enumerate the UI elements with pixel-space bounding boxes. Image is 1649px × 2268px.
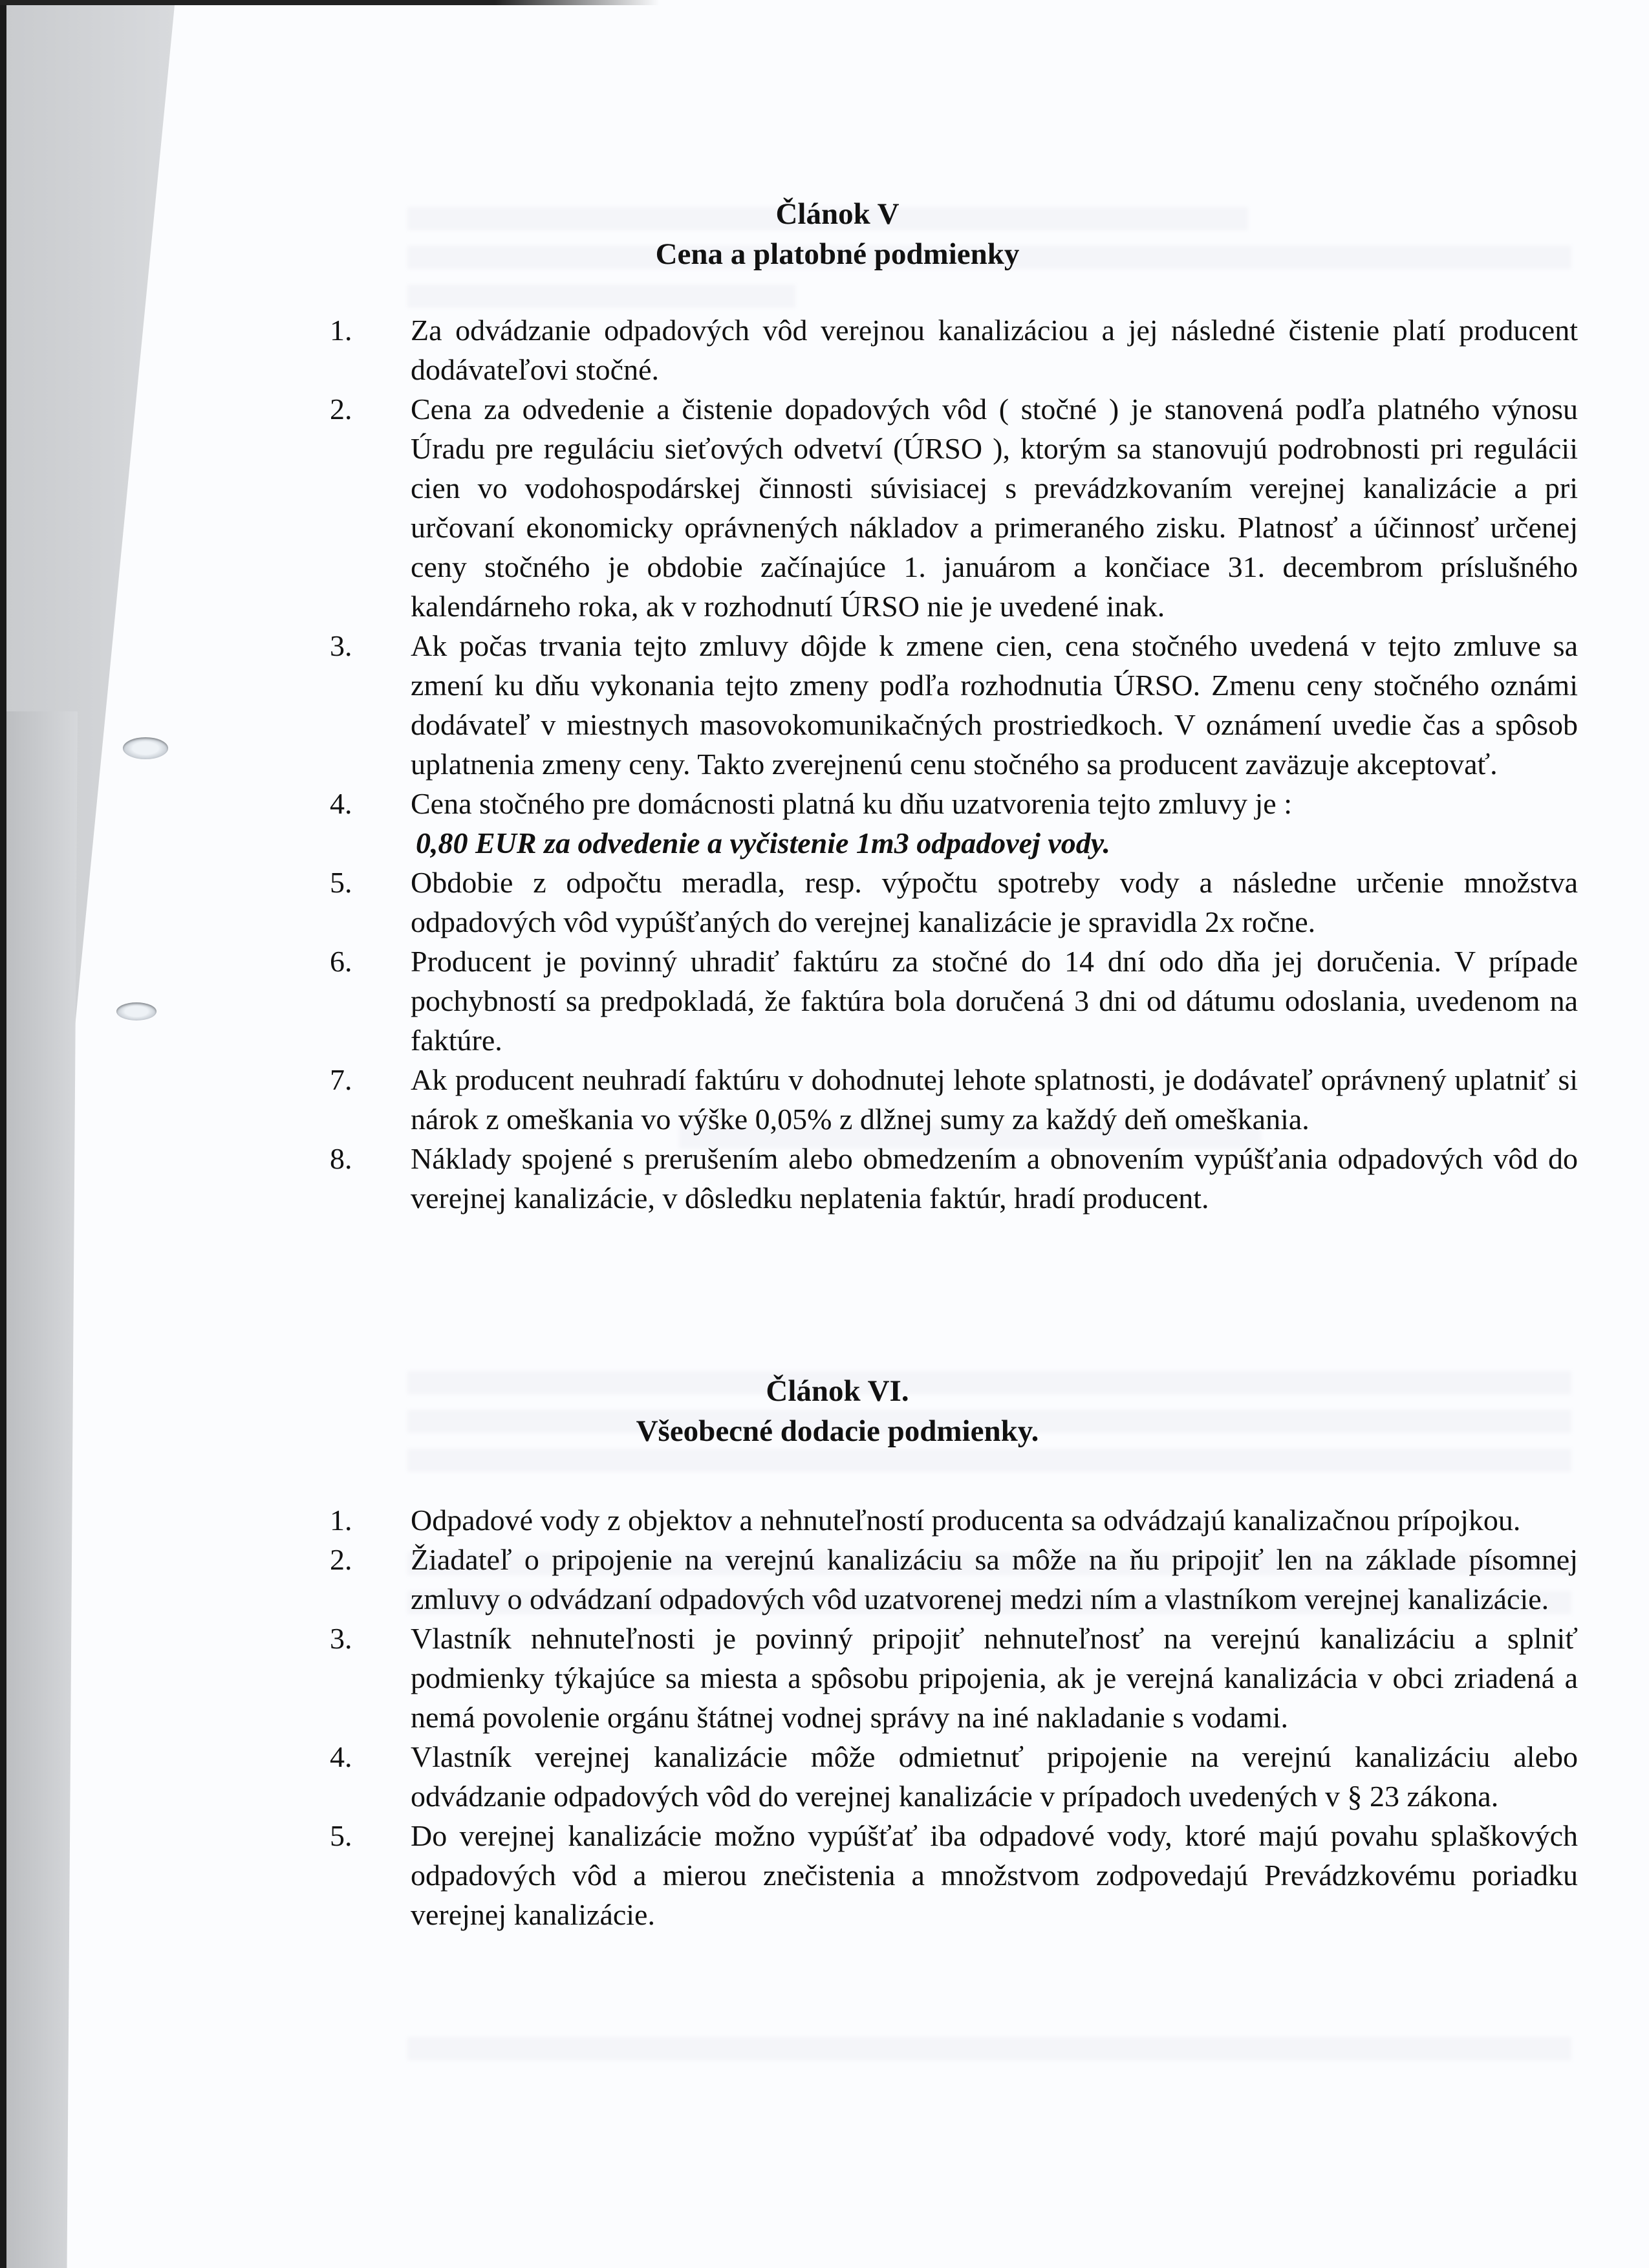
scan-border-left [0, 0, 6, 2268]
item-number: 1. [330, 314, 352, 347]
price-statement: 0,80 EUR za odvedenie a vyčistenie 1m3 odpadovej vody. [416, 826, 1110, 859]
item-text: Obdobie z odpočtu meradla, resp. výpočtu spotreby vody a následne určenie množstva odpadových vôd vypúšťaných do verejnej kanalizácie je spravidla 2x ročne. [411, 866, 1578, 938]
list-item [330, 784, 1578, 863]
item-number: 5. [330, 866, 352, 899]
item-number: 5. [330, 1819, 352, 1852]
item-text: Náklady spojené s prerušením alebo obmedzením a obnovením vypúšťania odpadových vôd do verejnej kanalizácie, v dôsledku neplatenia faktúr, hradí producent. [411, 1142, 1578, 1215]
item-text: Ak počas trvania tejto zmluvy dôjde k zmene cien, cena stočného uvedená v tejto zmluve sa zmení ku dňu vykonania tejto zmeny podľa rozhodnutia ÚRSO. Zmenu ceny stočného oznámi dodávateľ v miestnych masovokomunikačných prostriedkoch. V oznámení uvedie čas a spôsob uplatnenia zmeny ceny. Takto zverejnenú cenu stočného sa producent zaväzuje akceptovať. [411, 629, 1578, 781]
article-v-title: Článok V [775, 197, 900, 231]
item-text: Ak producent neuhradí faktúru v dohodnutej lehote splatnosti, je dodávateľ oprávnený uplatniť si nárok z omeškania vo výške 0,05% z dlžnej sumy za každý deň omeškania. [411, 1063, 1578, 1136]
item-number: 4. [330, 1740, 352, 1773]
item-text: Za odvádzanie odpadových vôd verejnou kanalizáciou a jej následné čistenie platí producent dodávateľovi stočné. [411, 314, 1578, 386]
scanner-shadow-strip-lower [6, 711, 78, 2268]
item-number: 1. [330, 1504, 352, 1537]
list-item [330, 1060, 1578, 1139]
list-item [330, 1139, 1578, 1218]
list-item [330, 1500, 1578, 1540]
list-item [330, 626, 1578, 784]
list-item [330, 1816, 1578, 1934]
list-item [330, 310, 1578, 389]
item-text: Odpadové vody z objektov a nehnuteľností producenta sa odvádzajú kanalizačnou prípojkou. [411, 1504, 1521, 1537]
item-text: Cena za odvedenie a čistenie dopadových vôd ( stočné ) je stanovená podľa platného výnosu Úradu pre reguláciu sieťových odvetví (ÚRSO ), ktorým sa stanovujú podrobnosti pri regulácii cien vo vodohospodárskej činnosti súvisiacej s prevádzkovaním verejnej kanalizácie a pri určovaní ekonomicky oprávnených nákladov a primeraného zisku. Platnosť a účinnosť určenej ceny stočného je obdobie začínajúce 1. januárom a končiace 31. decembrom príslušného kalendárneho roka, ak v rozhodnutí ÚRSO nie je uvedené inak. [411, 393, 1578, 623]
item-number: 8. [330, 1142, 352, 1175]
list-item [330, 1540, 1578, 1619]
list-item [330, 1737, 1578, 1816]
article-v-subtitle: Cena a platobné podmienky [655, 237, 1020, 271]
article-vi-list [330, 1500, 1578, 1934]
article-vi-title: Článok VI. [766, 1374, 909, 1408]
item-number: 2. [330, 393, 352, 426]
article-vi-subtitle: Všeobecné dodacie podmienky. [636, 1414, 1039, 1448]
list-item [330, 863, 1578, 942]
punch-hole-lower [116, 1002, 156, 1021]
item-number: 2. [330, 1543, 352, 1576]
scan-border-top [0, 0, 1649, 5]
bleed-through-band [407, 2037, 1571, 2060]
item-text: Vlastník nehnuteľnosti je povinný pripojiť nehnuteľnosť na verejnú kanalizáciu a splniť podmienky týkajúce sa miesta a spôsobu pripojenia, ak je verejná kanalizácia v obci zriadená a nemá povolenie orgánu štátnej vodnej správy na iné nakladanie s vodami. [411, 1622, 1578, 1734]
item-number: 6. [330, 945, 352, 978]
item-text: Do verejnej kanalizácie možno vypúšťať iba odpadové vody, ktoré majú povahu splaškových odpadových vôd a mierou znečistenia a množstvom zodpovedajú Prevádzkovému poriadku verejnej kanalizácie. [411, 1819, 1578, 1931]
item-text: Vlastník verejnej kanalizácie môže odmietnuť pripojenie na verejnú kanalizáciu alebo odvádzanie odpadových vôd do verejnej kanalizácie v prípadoch uvedených v § 23 zákona. [411, 1740, 1578, 1813]
article-v-list [330, 310, 1578, 1218]
punch-hole-upper [123, 737, 168, 759]
list-item [330, 389, 1578, 626]
bleed-through-band [407, 1449, 1571, 1472]
item-number: 4. [330, 787, 352, 820]
item-number: 3. [330, 629, 352, 662]
item-text: Žiadateľ o pripojenie na verejnú kanalizáciu sa môže na ňu pripojiť len na základe písomnej zmluvy o odvádzaní odpadových vôd uzatvorenej medzi ním a vlastníkom verejnej kanalizácie. [411, 1543, 1578, 1615]
list-item [330, 1619, 1578, 1737]
item-number: 7. [330, 1063, 352, 1096]
list-item [330, 942, 1578, 1060]
item-text: Cena stočného pre domácnosti platná ku dňu uzatvorenia tejto zmluvy je : [411, 787, 1292, 820]
item-text: Producent je povinný uhradiť faktúru za stočné do 14 dní odo dňa jej doručenia. V prípade pochybností sa predpokladá, že faktúra bola doručená 3 dni od dátumu odoslania, uvedenom na faktúre. [411, 945, 1578, 1057]
item-number: 3. [330, 1622, 352, 1655]
bleed-through-band [407, 285, 795, 308]
